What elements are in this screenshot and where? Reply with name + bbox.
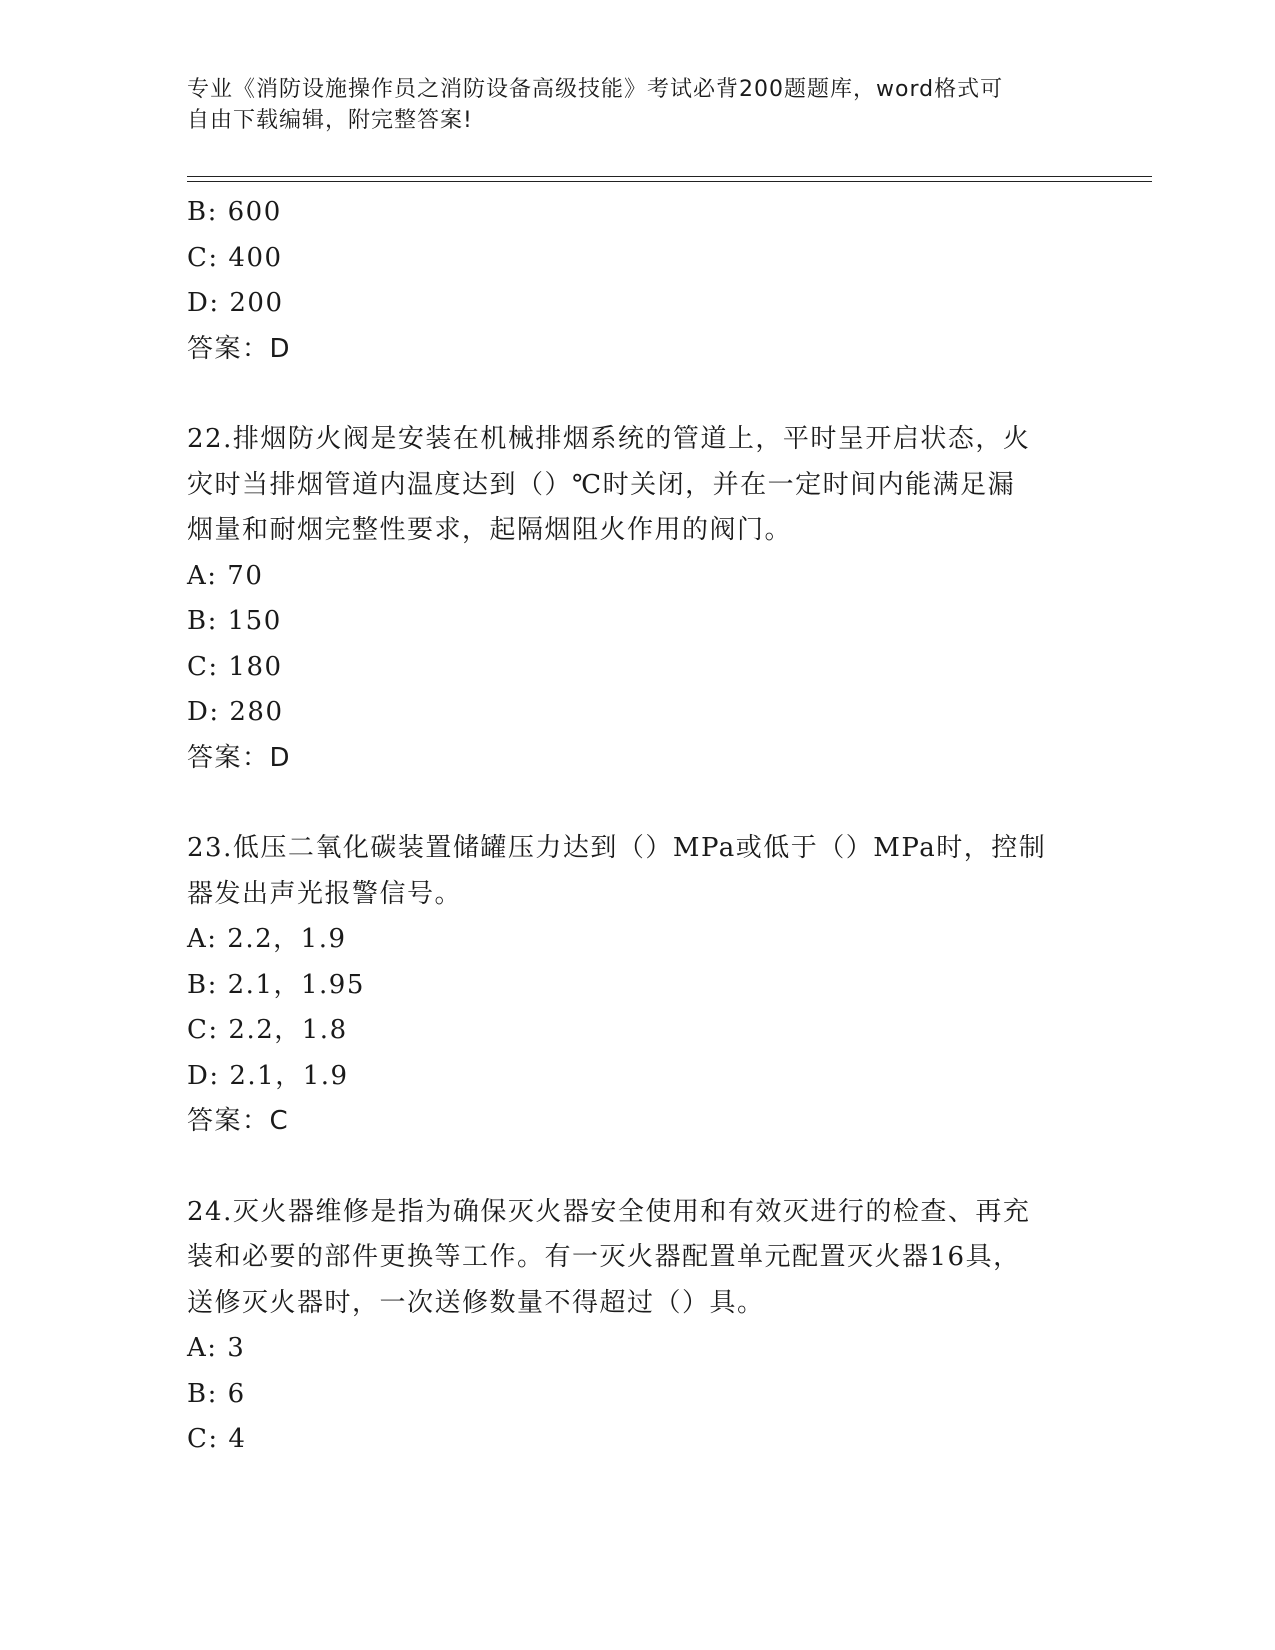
spacer (187, 781, 1087, 826)
question-21-tail (187, 190, 1087, 372)
question-stem-line: 装和必要的部件更换等工作。有一灭火器配置单元配置灭火器16具， (187, 1242, 1021, 1272)
question-23 (187, 826, 1087, 1145)
option-c: C: 2.2，1.8 (187, 1015, 348, 1045)
answer-line: 答案：D (187, 333, 292, 364)
question-stem-line: 器发出声光报警信号。 (187, 878, 463, 909)
page-header (187, 74, 1067, 136)
option-a: A: 2.2，1.9 (187, 924, 347, 954)
header-line-1: 专业《消防设施操作员之消防设备高级技能》考试必背200题题库，word格式可 (187, 77, 1004, 102)
option-b: B: 6 (187, 1378, 246, 1409)
option-c: C: 180 (187, 651, 283, 682)
spacer (187, 372, 1087, 417)
option-c: C: 400 (187, 242, 283, 273)
question-stem-line: 灾时当排烟管道内温度达到（）℃时关闭，并在一定时间内能满足漏 (187, 469, 1016, 500)
question-stem-line: 送修灭火器时，一次送修数量不得超过（）具。 (187, 1287, 765, 1318)
question-list (187, 190, 1087, 1463)
question-22 (187, 417, 1087, 781)
option-a: A: 3 (187, 1333, 246, 1363)
option-c: C: 4 (187, 1424, 247, 1454)
option-a: A: 70 (187, 560, 264, 591)
option-d: D: 2.1，1.9 (187, 1060, 349, 1091)
option-d: D: 200 (187, 288, 284, 318)
question-stem-line: 23.低压二氧化碳装置储罐压力达到（）MPa或低于（）MPa时，控制 (187, 833, 1047, 863)
answer-line: 答案：C (187, 1106, 290, 1136)
question-24 (187, 1190, 1087, 1463)
question-stem-line: 24.灭火器维修是指为确保灭火器安全使用和有效灭进行的检查、再充 (187, 1196, 1031, 1227)
question-stem-line: 22.排烟防火阀是安装在机械排烟系统的管道上，平时呈开启状态，火 (187, 424, 1031, 454)
answer-line: 答案：D (187, 742, 292, 773)
header-rule-top (187, 176, 1152, 177)
header-line-2: 自由下载编辑，附完整答案! (187, 108, 473, 133)
option-b: B: 150 (187, 606, 282, 636)
option-d: D: 280 (187, 697, 284, 727)
header-rule-bottom (187, 181, 1152, 182)
spacer (187, 1145, 1087, 1190)
question-stem-line: 烟量和耐烟完整性要求，起隔烟阻火作用的阀门。 (187, 515, 793, 545)
option-b: B: 600 (187, 197, 282, 227)
option-b: B: 2.1，1.95 (187, 969, 365, 1000)
